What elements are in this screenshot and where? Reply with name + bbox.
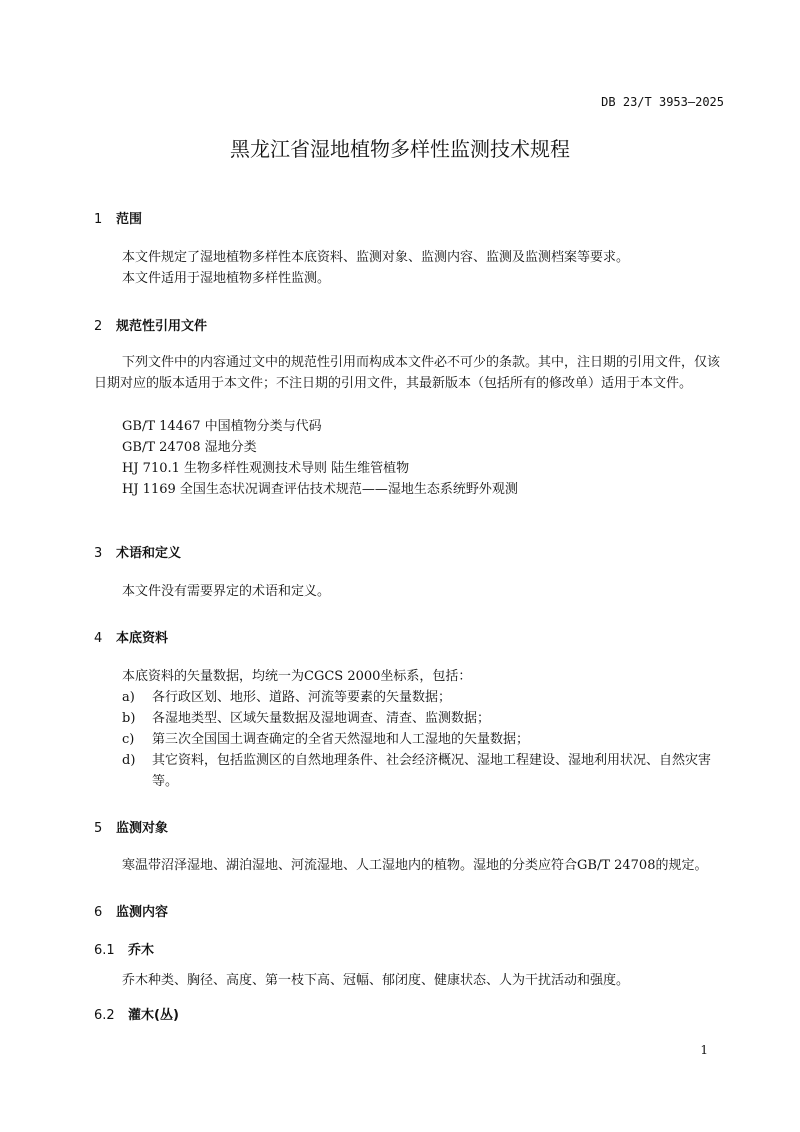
list-marker: c) [122,732,135,747]
list-marker: a) [122,690,135,705]
section-heading-3 [94,542,181,561]
section-heading-4 [94,627,168,646]
section-title: 监测内容 [116,905,169,920]
section-heading-2 [94,315,207,334]
list-item [122,750,724,792]
subsection-title: 乔木 [128,943,155,958]
section-heading-5 [94,817,168,836]
reference-item: HJ 1169 全国生态状况调查评估技术规范——湿地生态系统野外观测 [122,482,518,497]
paragraph: 本底资料的矢量数据，均统一为CGCS 2000坐标系，包括： [122,669,472,684]
section-number: 3 [94,546,103,561]
page-number: 1 [700,1043,708,1057]
reference-item: HJ 710.1 生物多样性观测技术导则 陆生维管植物 [122,461,410,476]
paragraph: 下列文件中的内容通过文中的规范性引用而构成本文件必不可少的条款。其中，注日期的引用文件，仅该日期对应的版本适用于本文件；不注日期的引用文件，其最新版本（包括所有的修改单）适用于本文件。 [94,355,721,391]
list-marker: b) [122,711,136,726]
list-item [122,708,724,729]
paragraph: 本文件规定了湿地植物多样性本底资料、监测对象、监测内容、监测及监测档案等要求。 [122,250,630,265]
subsection-number: 6.1 [94,943,115,958]
list-text: 各湿地类型、区域矢量数据及湿地调查、清查、监测数据； [152,711,491,726]
list-item [122,729,724,750]
paragraph: 寒温带沼泽湿地、湖泊湿地、河流湿地、人工湿地内的植物。湿地的分类应符合GB/T 24708的规定。 [122,858,708,873]
reference-item: GB/T 24708 湿地分类 [122,440,257,455]
section-number: 1 [94,212,103,227]
paragraph: 乔木种类、胸径、高度、第一枝下高、冠幅、郁闭度、健康状态、人为干扰活动和强度。 [122,973,630,988]
paragraph: 本文件适用于湿地植物多样性监测。 [122,271,331,286]
list-text: 其它资料，包括监测区的自然地理条件、社会经济概况、湿地工程建设、湿地利用状况、自然灾害等。 [152,753,712,789]
section-title: 监测对象 [116,821,169,836]
section-title: 范围 [116,212,143,227]
section-number: 2 [94,319,103,334]
section-title: 规范性引用文件 [116,319,208,334]
section-heading-1 [94,208,142,227]
reference-item: GB/T 14467 中国植物分类与代码 [122,419,322,434]
list-text: 第三次全国国土调查确定的全省天然湿地和人工湿地的矢量数据； [152,732,530,747]
subsection-heading-6-2 [94,1004,179,1023]
list-text: 各行政区划、地形、道路、河流等要素的矢量数据； [152,690,452,705]
section-heading-6 [94,901,168,920]
subsection-heading-6-1 [94,939,154,958]
document-title: 黑龙江省湿地植物多样性监测技术规程 [230,137,570,161]
subsection-title: 灌木(丛) [128,1008,179,1023]
section-number: 4 [94,631,103,646]
section-number: 5 [94,821,103,836]
list-item [122,687,724,708]
subsection-number: 6.2 [94,1008,115,1023]
section-number: 6 [94,905,103,920]
section-title: 本底资料 [116,631,169,646]
list-marker: d) [122,753,136,768]
standard-code: DB 23/T 3953—2025 [601,95,724,109]
section-title: 术语和定义 [116,546,182,561]
paragraph: 本文件没有需要界定的术语和定义。 [122,584,331,599]
